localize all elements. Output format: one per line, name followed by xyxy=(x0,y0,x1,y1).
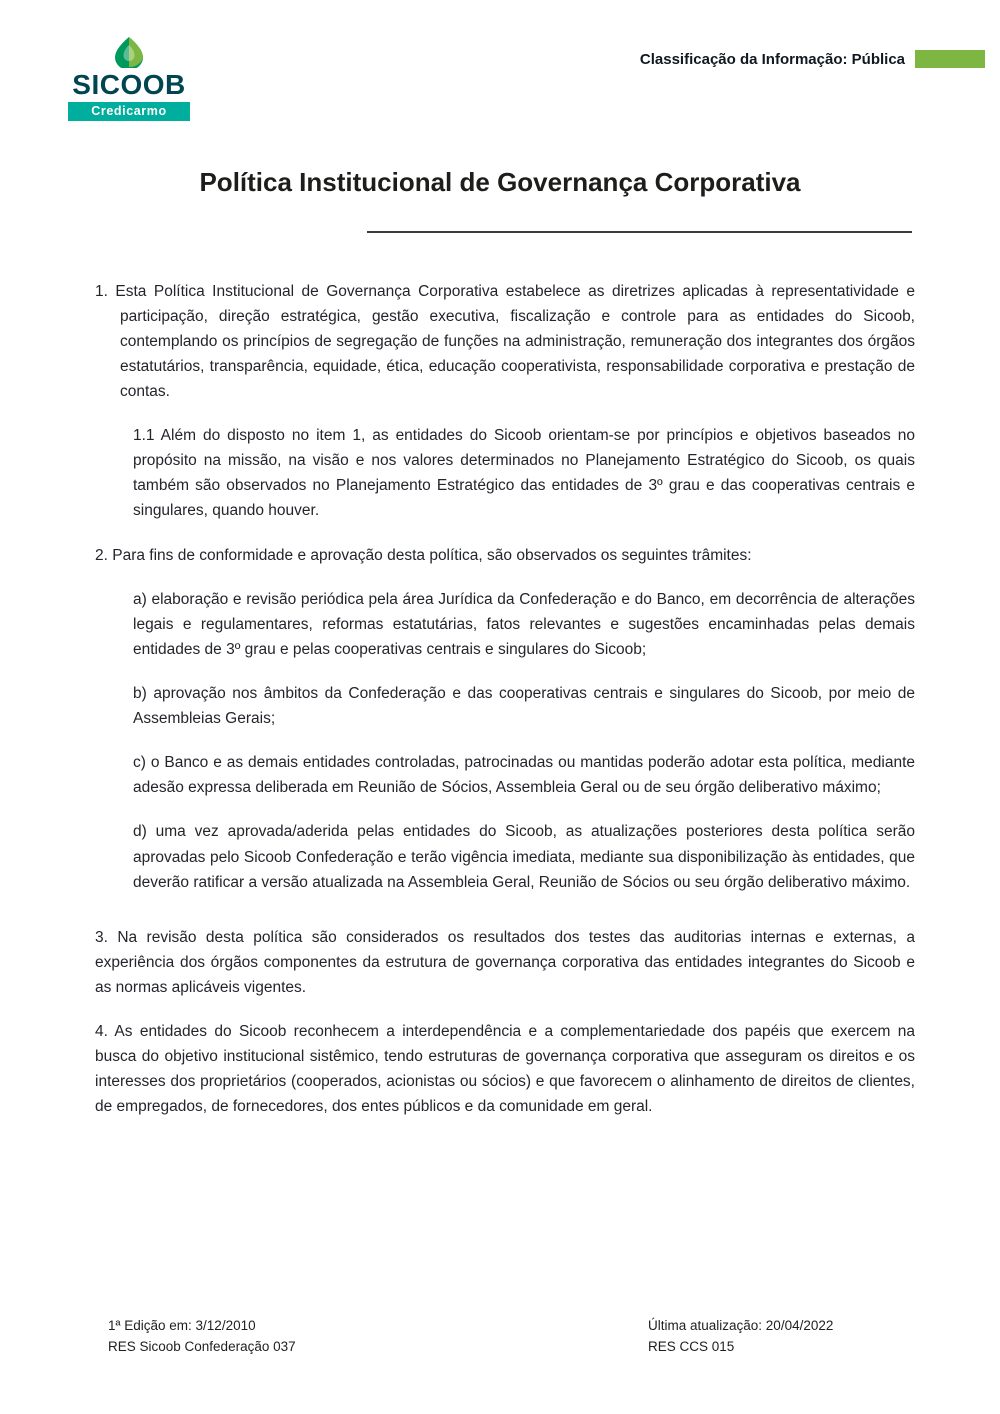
footer-resolution-right: RES CCS 015 xyxy=(648,1339,735,1355)
classification-banner xyxy=(640,50,985,68)
footer-last-update: Última atualização: 20/04/2022 xyxy=(648,1318,834,1334)
document-title: Política Institucional de Governança Corporativa xyxy=(199,167,801,198)
paragraph-item-1-1: 1.1 Além do disposto no item 1, as entidades do Sicoob orientam-se por princípios e objetivos baseados no propósito na missão, na visão e nos valores determinados no Planejamento Estratégico do Sicoob, os quais também são observados no Planejamento Estratégico das entidades de 3º grau e das cooperativas centrais e singulares, quando houver. xyxy=(133,427,915,520)
footer-resolution-left: RES Sicoob Confederação 037 xyxy=(108,1339,296,1355)
paragraph-item-d: d) uma vez aprovada/aderida pelas entidades do Sicoob, as atualizações posteriores desta política serão aprovadas pelo Sicoob Confederação e terão vigência imediata, mediante sua disponibilização às entidades, que deverão ratificar a versão atualizada na Assembleia Geral, Reunião de Sócios ou seu órgão deliberativo máximo. xyxy=(133,823,915,891)
footer-left-block xyxy=(108,1316,296,1358)
page-footer xyxy=(108,1316,915,1358)
paragraph-item-a: a) elaboração e revisão periódica pela área Jurídica da Confederação e do Banco, em decorrência de alterações legais e regulamentares, reformas estatutárias, fatos relevantes e sugestões encaminhadas pelas demais entidades de 3º grau e pelas cooperativas centrais e singulares do Sicoob; xyxy=(133,590,915,658)
paragraph-item-b: b) aprovação nos âmbitos da Confederação e das cooperativas centrais e singulares do Sicoob, por meio de Assembleias Gerais; xyxy=(133,685,915,728)
paragraph-item-c: c) o Banco e as demais entidades controladas, patrocinadas ou mantidas poderão adotar esta política, mediante adesão expressa deliberada em Reunião de Sócios, Assembleia Geral ou de seu órgão deliberativo máximo; xyxy=(133,754,915,797)
brand-name: SICOOB xyxy=(72,69,186,100)
page-header xyxy=(0,0,1000,121)
classification-badge xyxy=(915,50,985,68)
document-body xyxy=(95,279,915,1120)
paragraph-item-4: 4. As entidades do Sicoob reconhecem a interdependência e a complementariedade dos papéis que exercem na busca do objetivo institucional sistêmico, tendo estruturas de governança corporativa que asseguram os direitos e os interesses dos proprietários (cooperados, acionistas ou sócios) e que favorecem o alinhamento de direitos de clientes, de empregados, de fornecedores, dos entes públicos e da comunidade em geral. xyxy=(95,1023,915,1116)
sub-brand-name: Credicarmo xyxy=(68,102,190,121)
paragraph-item-1: 1. Esta Política Institucional de Governança Corporativa estabelece as diretrizes aplicadas à representatividade e participação, direção estratégica, gestão executiva, fiscalização e controle para as entidades do Sicoob, contemplando os princípios de segregação de funções na administração, remuneração dos integrantes dos órgãos estatutários, transparência, equidade, ética, educação cooperativista, responsabilidade corporativa e prestação de contas. xyxy=(95,282,915,401)
footer-right-block xyxy=(648,1316,915,1358)
footer-edition-date: 1ª Edição em: 3/12/2010 xyxy=(108,1318,256,1334)
sicoob-logo xyxy=(68,36,190,121)
title-underline xyxy=(367,231,912,233)
paragraph-item-3: 3. Na revisão desta política são considerados os resultados dos testes das auditorias internas e externas, a experiência dos órgãos componentes da estrutura de governança corporativa das entidades integrantes do Sicoob e as normas aplicáveis vigentes. xyxy=(95,928,915,996)
sicoob-leaf-icon xyxy=(112,36,146,68)
classification-label: Classificação da Informação: Pública xyxy=(639,50,905,68)
paragraph-item-2: 2. Para fins de conformidade e aprovação desta política, são observados os seguintes trâmites: xyxy=(95,546,752,564)
